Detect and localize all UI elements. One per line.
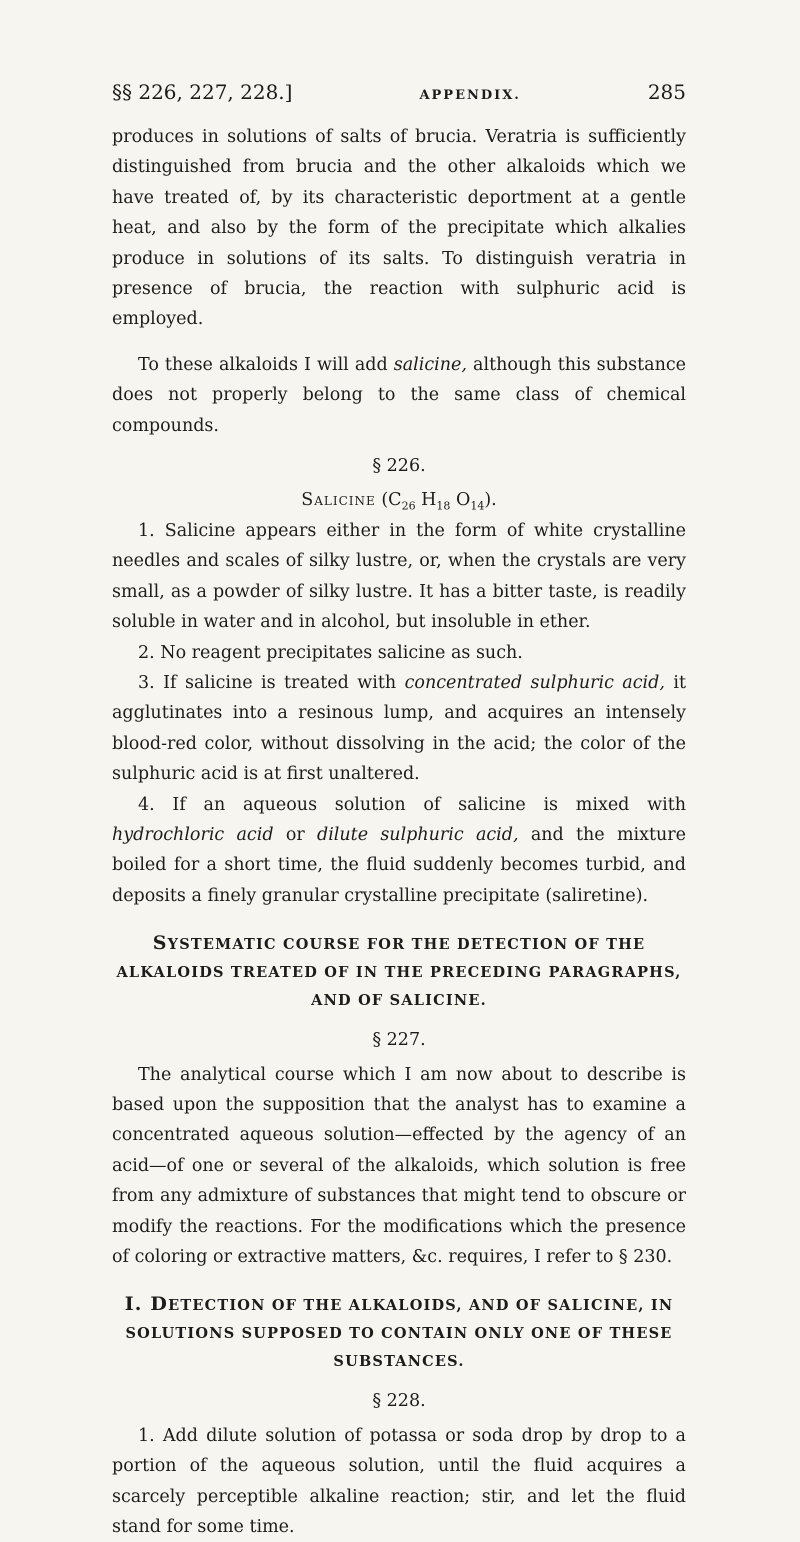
item-226-1: 1. Salicine appears either in the form of white crystalline needles and scales of silky lustre, or, when the crystals are very small, as a powder of silky lustre. It has a bitter taste, is readily soluble in water and in alcohol, but insoluble in ether. (112, 520, 686, 633)
item-226-2: 2. No reagent precipitates salicine as such. (138, 642, 523, 663)
heading-systematic-course: SYSTEMATIC COURSE FOR THE DETECTION OF THE ALKALOIDS TREATED OF IN THE PRECEDING PARAGRAPHS, AND OF SALICINE. (116, 932, 682, 1010)
paragraph-veratria: produces in solutions of salts of brucia. Veratria is sufficiently distinguished from brucia and the other alkaloids which we have treated of, by its characteristic deportment at a gentle heat, and also by the form of the precipitate which alkalies produce in solutions of its salts. To distinguish veratria in presence of brucia, the reaction with sulphuric acid is employed. (112, 127, 686, 330)
section-228-number: § 228. (372, 1391, 426, 1412)
item-228-1: 1. Add dilute solution of potassa or soda drop by drop to a portion of the aqueous solution, until the fluid acquires a scarcely perceptible alkaline reaction; stir, and let the fluid stand for some time. (112, 1425, 686, 1538)
section-226-number: § 226. (372, 456, 426, 477)
item-226-4: 4. If an aqueous solution of salicine is mixed with hydrochloric acid or dilute sulphuric acid, and the mixture boiled for a short time, the fluid suddenly becomes turbid, and deposits a finely granular crystalline precipitate (saliretine). (112, 794, 687, 906)
header-section-ref: §§ 226, 227, 228.] (112, 80, 293, 104)
page-number: 285 (647, 80, 686, 104)
heading-detection: I. DETECTION OF THE ALKALOIDS, AND OF SALICINE, IN SOLUTIONS SUPPOSED TO CONTAIN ONLY ONE OF THESE SUBSTANCES. (124, 1293, 674, 1371)
header-title: APPENDIX. (419, 88, 521, 103)
section-226-title: Salicine ($C_{26}$ $H_{18}$ $O_{14}$). (301, 490, 497, 513)
section-227-number: § 227. (372, 1030, 426, 1051)
running-header (112, 80, 686, 104)
page-body (112, 122, 686, 1542)
paragraph-227: The analytical course which I am now about to describe is based upon the supposition that the analyst has to examine a concentrated aqueous solution—effected by the agency of an acid—of one or several of the alkaloids, which solution is free from any admixture of substances that might tend to obscure or modify the reactions. For the modifications which the presence of coloring or extractive matters, &c. requires, I refer to § 230. (112, 1064, 686, 1267)
paragraph-salicine-intro: To these alkaloids I will add salicine, although this substance does not properly belong to the same class of chemical compounds. (112, 354, 686, 436)
item-226-3: 3. If salicine is treated with concentrated sulphuric acid, it agglutinates into a resinous lump, and acquires an intensely blood-red color, without dissolving in the acid; the color of the sulphuric acid is at first unaltered. (112, 672, 686, 785)
